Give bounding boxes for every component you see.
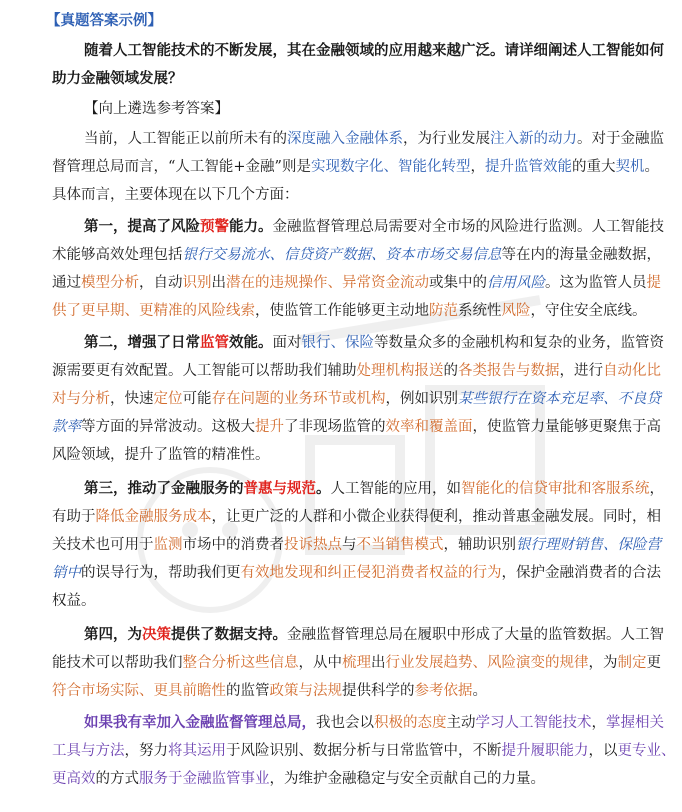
text-segment: 银行、保险: [301, 335, 374, 351]
text-segment: ，: [591, 715, 606, 731]
text-segment: 第二，增强了日常: [84, 334, 200, 351]
text-segment: 金融监督管理总局需要对全市场的风险进行监测。人工智能技: [272, 219, 664, 235]
body-line: [84, 128, 664, 150]
text-segment: 风险线索: [197, 303, 255, 319]
text-segment: 各类报告与数据: [458, 363, 560, 379]
text-segment: 可能: [182, 391, 212, 407]
text-segment: 效能。: [229, 334, 273, 351]
text-segment: 监管: [200, 334, 229, 351]
text-segment: ，进行: [559, 363, 603, 379]
text-segment: 的: [443, 363, 458, 379]
text-segment: 的监管: [226, 683, 270, 699]
text-segment: 市场中的消费者: [182, 537, 284, 553]
text-segment: 。: [644, 159, 659, 175]
text-segment: ，例如识别: [385, 391, 458, 407]
text-segment: 积极的态度: [374, 715, 447, 731]
text-segment: 有助于: [52, 509, 96, 525]
text-segment: 出: [371, 655, 386, 671]
text-segment: 投诉热点: [284, 537, 342, 553]
text-segment: 潜在的违规操作、异常资金流动: [226, 275, 429, 291]
text-segment: 能力。: [229, 218, 273, 235]
text-segment: 普惠与规范: [243, 480, 316, 497]
text-segment: 主动: [446, 715, 476, 731]
text-segment: 通过: [52, 275, 81, 291]
text-segment: 识别: [182, 275, 212, 291]
body-line: [52, 740, 676, 762]
text-segment: ，: [649, 481, 664, 497]
text-segment: ，快速: [110, 391, 154, 407]
text-segment: 定位: [153, 391, 183, 407]
text-segment: 处理机构报送: [356, 363, 444, 379]
text-segment: 的误导行为，帮助我们更: [81, 565, 241, 581]
body-line: [52, 244, 661, 266]
body-line: [84, 332, 664, 354]
text-segment: 提供了数据支持。: [171, 626, 287, 643]
body-line: [52, 156, 659, 178]
body-line: [52, 680, 487, 702]
text-segment: 等在内的海量金融数据，: [501, 247, 661, 263]
text-segment: 当前，人工智能正以前所未有的: [84, 131, 287, 147]
body-line: [52, 652, 661, 674]
text-segment: 。这为监管人员: [545, 275, 647, 291]
body-line: [52, 444, 270, 466]
text-segment: 术能够高效处理包括: [52, 247, 183, 263]
answer-tag: 【向上遴选参考答案】: [84, 101, 229, 117]
text-segment: 某些银行在资本充足率、不良贷: [458, 391, 661, 407]
text-segment: 源需要更有效配置。人工智能可以帮助我们辅助: [52, 363, 357, 379]
text-segment: 提升监管效能: [484, 159, 572, 175]
text-segment: 与: [342, 537, 357, 553]
body-line: [52, 300, 647, 322]
text-segment: 我也会以: [316, 715, 374, 731]
text-segment: 了非现场监管的: [284, 419, 386, 435]
text-segment: 制定: [617, 655, 647, 671]
body-line: [52, 768, 545, 790]
text-segment: 行业发展趋势、风险演变的规律: [385, 655, 589, 671]
body-line: [52, 360, 661, 382]
text-segment: 风险: [501, 303, 531, 319]
text-segment: 第三，推动了金融服务的: [84, 480, 244, 497]
body-line: [52, 272, 661, 294]
text-segment: ，使监管力量能够更聚焦于高: [472, 419, 661, 435]
text-segment: ，为: [588, 655, 618, 671]
text-segment: 信用风险: [487, 275, 545, 291]
text-segment: 。对于金融监: [577, 131, 664, 147]
text-segment: 深度融入金融体系: [287, 131, 403, 147]
text-segment: 决策: [142, 626, 171, 643]
text-segment: 掌握相关: [606, 715, 664, 731]
text-segment: 实现数字化、智能化转型: [310, 159, 471, 175]
text-segment: 有效地发现和纠正侵犯消费者权益的行为: [240, 565, 502, 581]
text-segment: 自动化比: [603, 363, 661, 379]
text-segment: 提升: [255, 419, 284, 435]
text-segment: 降低金融服务成本: [95, 509, 212, 525]
text-segment: 等数量众多的金融机构和复杂的业务，监管资: [374, 335, 664, 351]
text-segment: 效率和覆盖面: [385, 419, 473, 435]
text-segment: 不当销售模式: [356, 537, 444, 553]
text-segment: 权益。: [52, 593, 96, 609]
text-segment: 系统性: [458, 303, 502, 319]
text-segment: 更专业、: [617, 743, 676, 759]
text-segment: 款率: [52, 419, 81, 435]
text-segment: 提: [646, 275, 661, 291]
text-segment: 金融监督管理总局在履职中形成了大量的监管数据。人工智: [287, 627, 664, 643]
text-segment: 的方式: [95, 771, 139, 787]
text-segment: 等方面的异常波动。这极大: [81, 419, 255, 435]
text-segment: 人工智能的应用，如: [330, 481, 461, 497]
text-segment: 供了更早期、更精准的: [52, 303, 197, 319]
body-line: [52, 416, 661, 438]
body-line: [52, 506, 661, 528]
text-segment: 。: [472, 683, 487, 699]
text-segment: 模型分析: [81, 275, 139, 291]
text-segment: ，从中: [298, 655, 342, 671]
text-segment: 更高效: [52, 771, 96, 787]
text-segment: ，为维护金融稳定与安全贡献自己的力量。: [269, 771, 545, 787]
text-segment: 提升履职能力: [501, 743, 589, 759]
text-segment: ，: [470, 159, 485, 175]
text-segment: 银行交易流水、信贷资产数据、资本市场交易信息: [182, 247, 502, 263]
body-line: [52, 562, 661, 584]
text-segment: 提供科学的: [342, 683, 415, 699]
text-segment: 的重大: [571, 159, 616, 175]
text-segment: 智能化的信贷审批和客服系统: [461, 481, 650, 497]
text-segment: 将其运用: [168, 743, 226, 759]
header-tag: 【真题答案示例】: [46, 12, 162, 29]
text-segment: 如果我有幸加入金融监督管理总局，: [84, 714, 316, 731]
body-line: [84, 624, 664, 646]
text-segment: ，为行业发展: [403, 131, 490, 147]
text-segment: 防范: [429, 303, 458, 319]
text-segment: 销中: [52, 565, 81, 581]
text-segment: ，使监管工作能够更主动地: [255, 303, 429, 319]
body-line: [52, 388, 661, 410]
text-segment: ，让更广泛的人群和小微企业获得便利，推动普惠金融发展。同时，相: [211, 509, 661, 525]
text-segment: 整合分析这些信息: [182, 655, 299, 671]
text-segment: 政策与法规: [269, 683, 342, 699]
text-segment: 注入新的动力: [490, 131, 577, 147]
text-segment: 关技术也可用于: [52, 537, 154, 553]
text-segment: 于风险识别、数据分析与日常监管中，不断: [226, 743, 502, 759]
text-segment: ，自动: [139, 275, 183, 291]
body-line: [52, 534, 661, 556]
body-line: [52, 184, 299, 206]
text-segment: 符合市场实际、更具前瞻性: [52, 683, 226, 699]
text-segment: ，以: [588, 743, 618, 759]
question-line-2: 助力金融领域发展？: [52, 70, 183, 87]
question-line-1: 随着人工智能技术的不断发展，其在金融领域的应用越来越广泛。请详细阐述人工智能如何: [84, 42, 664, 59]
text-segment: 梳理: [342, 655, 371, 671]
text-segment: 工具与方法: [52, 743, 125, 759]
text-segment: 面对: [272, 335, 302, 351]
text-segment: ，努力: [124, 743, 168, 759]
text-segment: 更: [646, 655, 661, 671]
body-line: [84, 478, 664, 500]
text-segment: 存在问题的业务环节或机构: [211, 391, 386, 407]
text-segment: 预警: [200, 218, 229, 235]
text-segment: 对与分析: [52, 391, 110, 407]
text-segment: 参考依据: [414, 683, 473, 699]
text-segment: ，辅助识别: [443, 537, 516, 553]
text-segment: 监测: [153, 537, 183, 553]
text-segment: 具体而言，主要体现在以下几个方面：: [52, 187, 299, 203]
text-segment: 契机: [615, 159, 645, 175]
text-segment: 服务于金融监管事业: [139, 771, 270, 787]
text-segment: ，保护金融消费者的合法: [501, 565, 661, 581]
text-segment: 银行理财销售、保险营: [516, 537, 661, 553]
text-segment: 第四，为: [84, 626, 142, 643]
text-segment: 能技术可以帮助我们: [52, 655, 183, 671]
text-segment: 第一，提高了风险: [84, 218, 200, 235]
body-line: [52, 590, 96, 612]
text-segment: 学习人工智能技术: [475, 715, 592, 731]
text-segment: 风险领域，提升了监管的精准性。: [52, 447, 270, 463]
text-segment: 出: [211, 275, 226, 291]
text-segment: 督管理总局而言，“人工智能+金融”则是: [52, 159, 311, 175]
text-segment: 或集中的: [429, 275, 487, 291]
body-line: [84, 216, 664, 238]
body-line: [84, 712, 664, 734]
text-segment: 。: [316, 480, 331, 497]
text-segment: ，守住安全底线。: [530, 303, 647, 319]
